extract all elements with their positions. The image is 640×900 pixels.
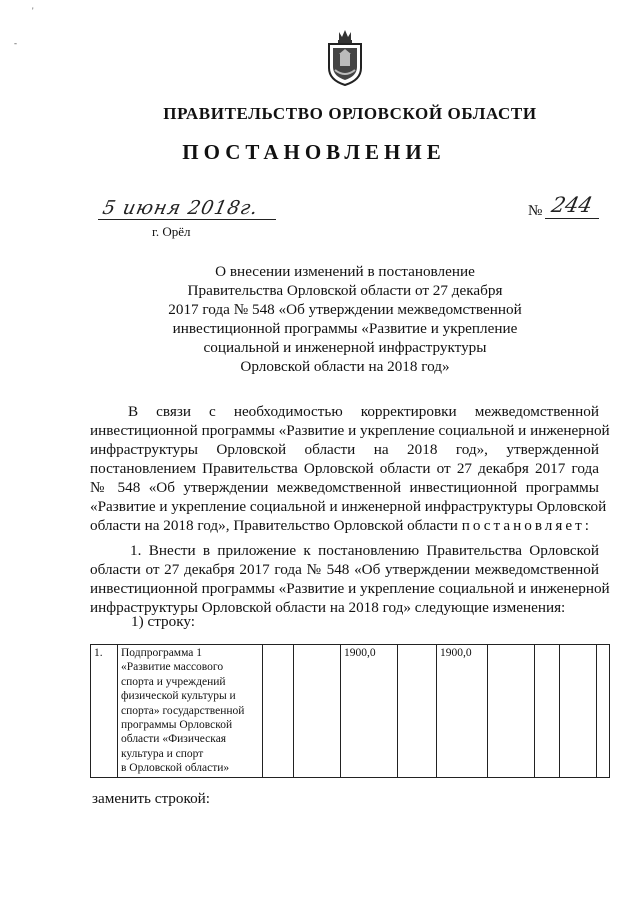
table-cell-empty [398,645,437,778]
table-row [91,645,610,778]
cell-line: в Орловской области» [121,762,230,775]
table-cell-empty [488,645,535,778]
table-cell-empty [560,645,597,778]
subject-line: инвестиционной программы «Развитие и укрепление [172,320,518,337]
document-subject [120,262,570,376]
subclause-1-label: 1) строку: [131,613,195,630]
subject-line: Орловской области на 2018 год» [240,358,450,375]
paragraph-line: инвестиционной программы «Развитие и укрепление социальной и инженерной [90,580,610,597]
table-cell-number: 1. [91,645,118,778]
table-cell-empty [597,645,610,778]
program-table [90,644,610,778]
paragraph-line: области от 27 декабря 2017 года № 548 «Об утверждении межведомственной [90,561,599,578]
paragraph-line: инвестиционной программы «Развитие и укрепление социальной и инженерной [90,422,610,439]
city-label: г. Орёл [152,224,191,239]
paragraph-line: В связи с необходимостью корректировки межведомственной [128,403,599,420]
table-cell-empty [263,645,294,778]
subject-line: Правительства Орловской области от 27 декабря [187,282,503,299]
date-underline [98,219,276,220]
replace-with-label: заменить строкой: [92,790,211,807]
scan-mark: - [14,38,17,48]
paragraph-text: области на 2018 год», Правительство Орловской области [90,517,462,534]
paragraph-line [90,516,599,535]
document-type-title: ПОСТАНОВЛЕНИЕ [182,140,446,164]
paragraph-line: 1. Внести в приложение к постановлению Правительства Орловской [130,542,599,559]
number-sign: № [528,203,543,219]
table-cell-empty [535,645,560,778]
subject-line: О внесении изменений в постановление [215,263,475,280]
cell-line: области «Физическая [121,733,227,746]
scan-mark: ' [32,6,34,16]
table-cell-value: 1900,0 [437,645,488,778]
table-cell-value: 1900,0 [341,645,398,778]
government-title: ПРАВИТЕЛЬСТВО ОРЛОВСКОЙ ОБЛАСТИ [163,104,537,123]
paragraph-line: «Развитие и укрепление социальной и инженерной инфраструктуры Орловской [90,498,607,515]
cell-line: культура и спорт [121,747,204,760]
paragraph-line: инфраструктуры Орловской области на 2018 год», утвержденной [90,441,599,458]
number-underline [545,218,599,219]
table-cell-name [118,645,263,778]
paragraph-line: постановлением Правительства Орловской области от 27 декабря 2017 года [90,460,599,477]
handwritten-date: 5 июня 2018г. [100,197,261,219]
cell-line: физической культуры и [121,690,236,703]
preamble-paragraph [90,402,610,535]
cell-line: Подпрограмма 1 [121,647,203,659]
paragraph-line: № 548 «Об утверждении межведомственной инвестиционной программы [90,479,599,496]
subject-line: 2017 года № 548 «Об утверждении межведомственной [168,301,522,318]
paragraph-line: инфраструктуры Орловской области на 2018 год» следующие изменения: [90,599,566,616]
cell-line: спорта» государственной [121,704,245,717]
cell-line: программы Орловской [121,719,233,732]
decree-word: постановляет: [461,517,592,534]
handwritten-number: 244 [549,193,595,217]
subject-line: социальной и инженерной инфраструктуры [203,339,487,356]
clause-1-paragraph [90,541,610,617]
orel-coat-of-arms-icon [325,28,365,86]
cell-line: спорта и учреждений [121,675,226,688]
table-cell-empty [294,645,341,778]
cell-line: «Развитие массового [121,661,224,674]
